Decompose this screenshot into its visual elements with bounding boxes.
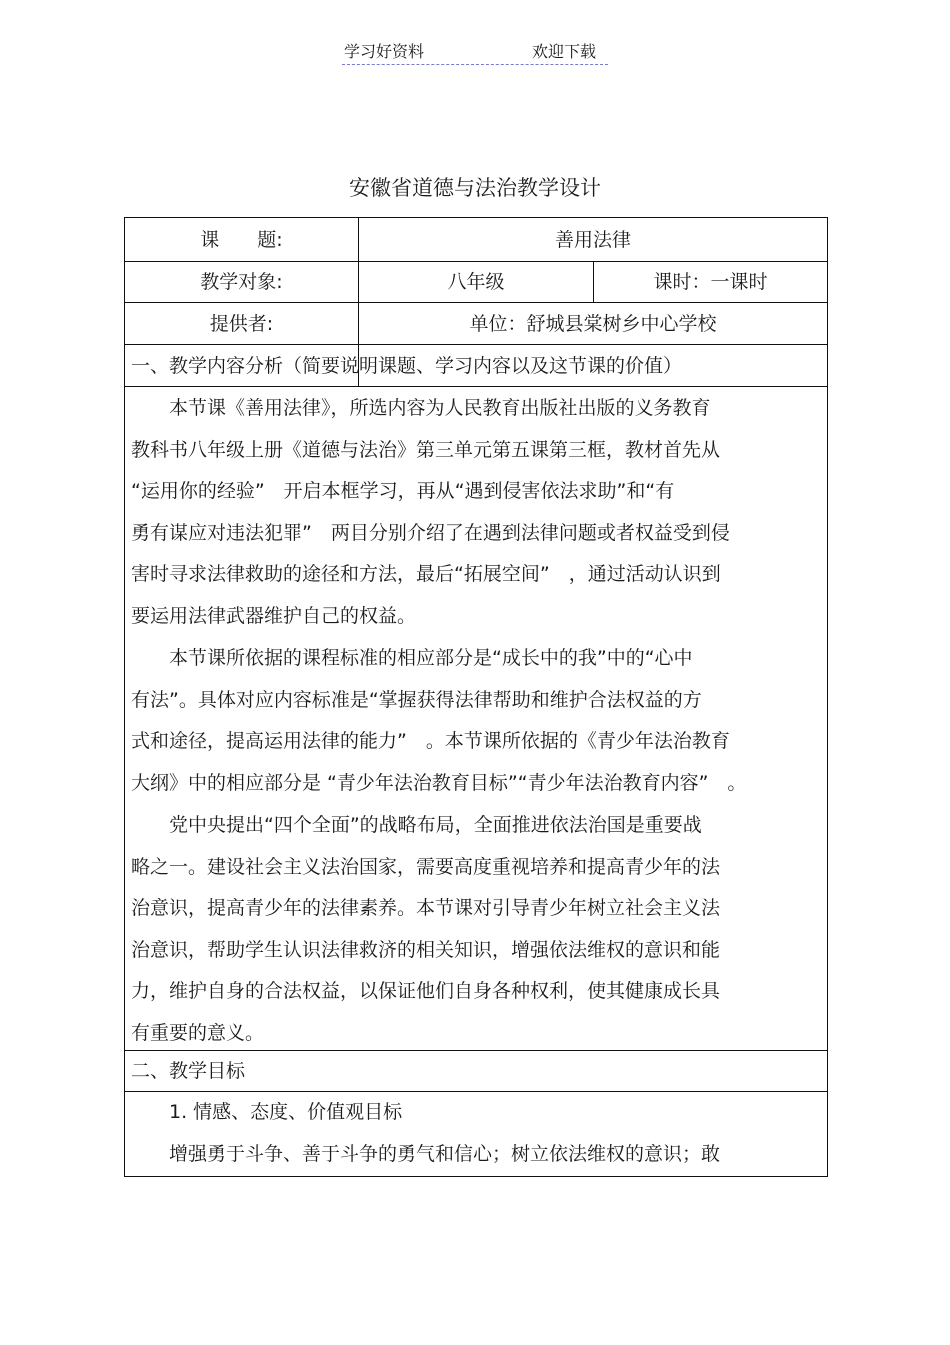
paragraph-line: 治意识，提高青少年的法律素养。本节课对引导青少年树立社会主义法: [131, 897, 721, 920]
audience-value: 八年级: [447, 271, 505, 293]
paragraph-line: 治意识，帮助学生认识法律救济的相关知识，增强依法维权的意识和能: [131, 938, 721, 961]
provider-label: 提供者:: [209, 313, 274, 335]
lesson-plan-table: [124, 217, 828, 1177]
paragraph-line: 增强勇于斗争、善于斗争的勇气和信心；树立依法维权的意识；敢: [131, 1142, 721, 1165]
audience-label: 教学对象:: [200, 271, 283, 293]
topic-label: 课 题:: [200, 229, 283, 251]
paragraph-line: 略之一。建设社会主义法治国家，需要高度重视培养和提高青少年的法: [131, 855, 721, 878]
paragraph-line: 本节课《善用法律》，所选内容为人民教育出版社出版的义务教育: [131, 397, 711, 419]
paragraph-line: “运用你的经验” 开启本框学习，再从“遇到侵害依法求助”和“有: [131, 480, 675, 503]
objective-subheading: 1. 情感、态度、价值观目标: [131, 1101, 403, 1123]
paragraph-line: 勇有谋应对违法犯罪” 两目分别介绍了在遇到法律问题或者权益受到侵: [131, 521, 730, 544]
unit-value: 单位：舒城县棠树乡中心学校: [469, 313, 717, 335]
section1-paragraph-2: [131, 638, 821, 804]
paragraph-line: 要运用法律武器维护自己的权益。: [131, 604, 417, 627]
section1-paragraph-1: [131, 388, 821, 638]
page-header: [342, 40, 608, 65]
section2-heading: 二、教学目标: [131, 1060, 246, 1082]
section2-body: [131, 1092, 821, 1175]
paragraph-line: 大纲》中的相应部分是 “青少年法治教育目标”“青少年法治教育内容” 。: [131, 771, 747, 794]
paragraph-line: 式和途径，提高运用法律的能力” 。本节课所依据的《青少年法治教育: [131, 730, 730, 753]
section1-paragraph-3: [131, 805, 821, 1055]
header-right-text: 欢迎下载: [532, 42, 597, 61]
document-title: 安徽省道德与法治教学设计: [349, 176, 601, 200]
paragraph-line: 害时寻求法律救助的途径和方法，最后“拓展空间” ，通过活动认识到: [131, 563, 721, 586]
paragraph-line: 本节课所依据的课程标准的相应部分是“成长中的我”中的“心中: [131, 647, 693, 669]
header-left-text: 学习好资料: [344, 42, 425, 61]
period-value: 课时：一课时: [653, 271, 768, 293]
topic-value: 善用法律: [554, 229, 631, 251]
paragraph-line: 党中央提出“四个全面”的战略布局，全面推进依法治国是重要战: [131, 814, 702, 836]
paragraph-line: 力，维护自身的合法权益，以保证他们自身各种权利，使其健康成长具: [131, 980, 721, 1003]
paragraph-line: 教科书八年级上册《道德与法治》第三单元第五课第三框，教材首先从: [131, 438, 721, 461]
paragraph-line: 有重要的意义。: [131, 1021, 265, 1044]
paragraph-line: 有法”。具体对应内容标准是“掌握获得法律帮助和维护合法权益的方: [131, 688, 702, 711]
section1-heading: 一、教学内容分析（简要说明课题、学习内容以及这节课的价值）: [131, 355, 683, 377]
